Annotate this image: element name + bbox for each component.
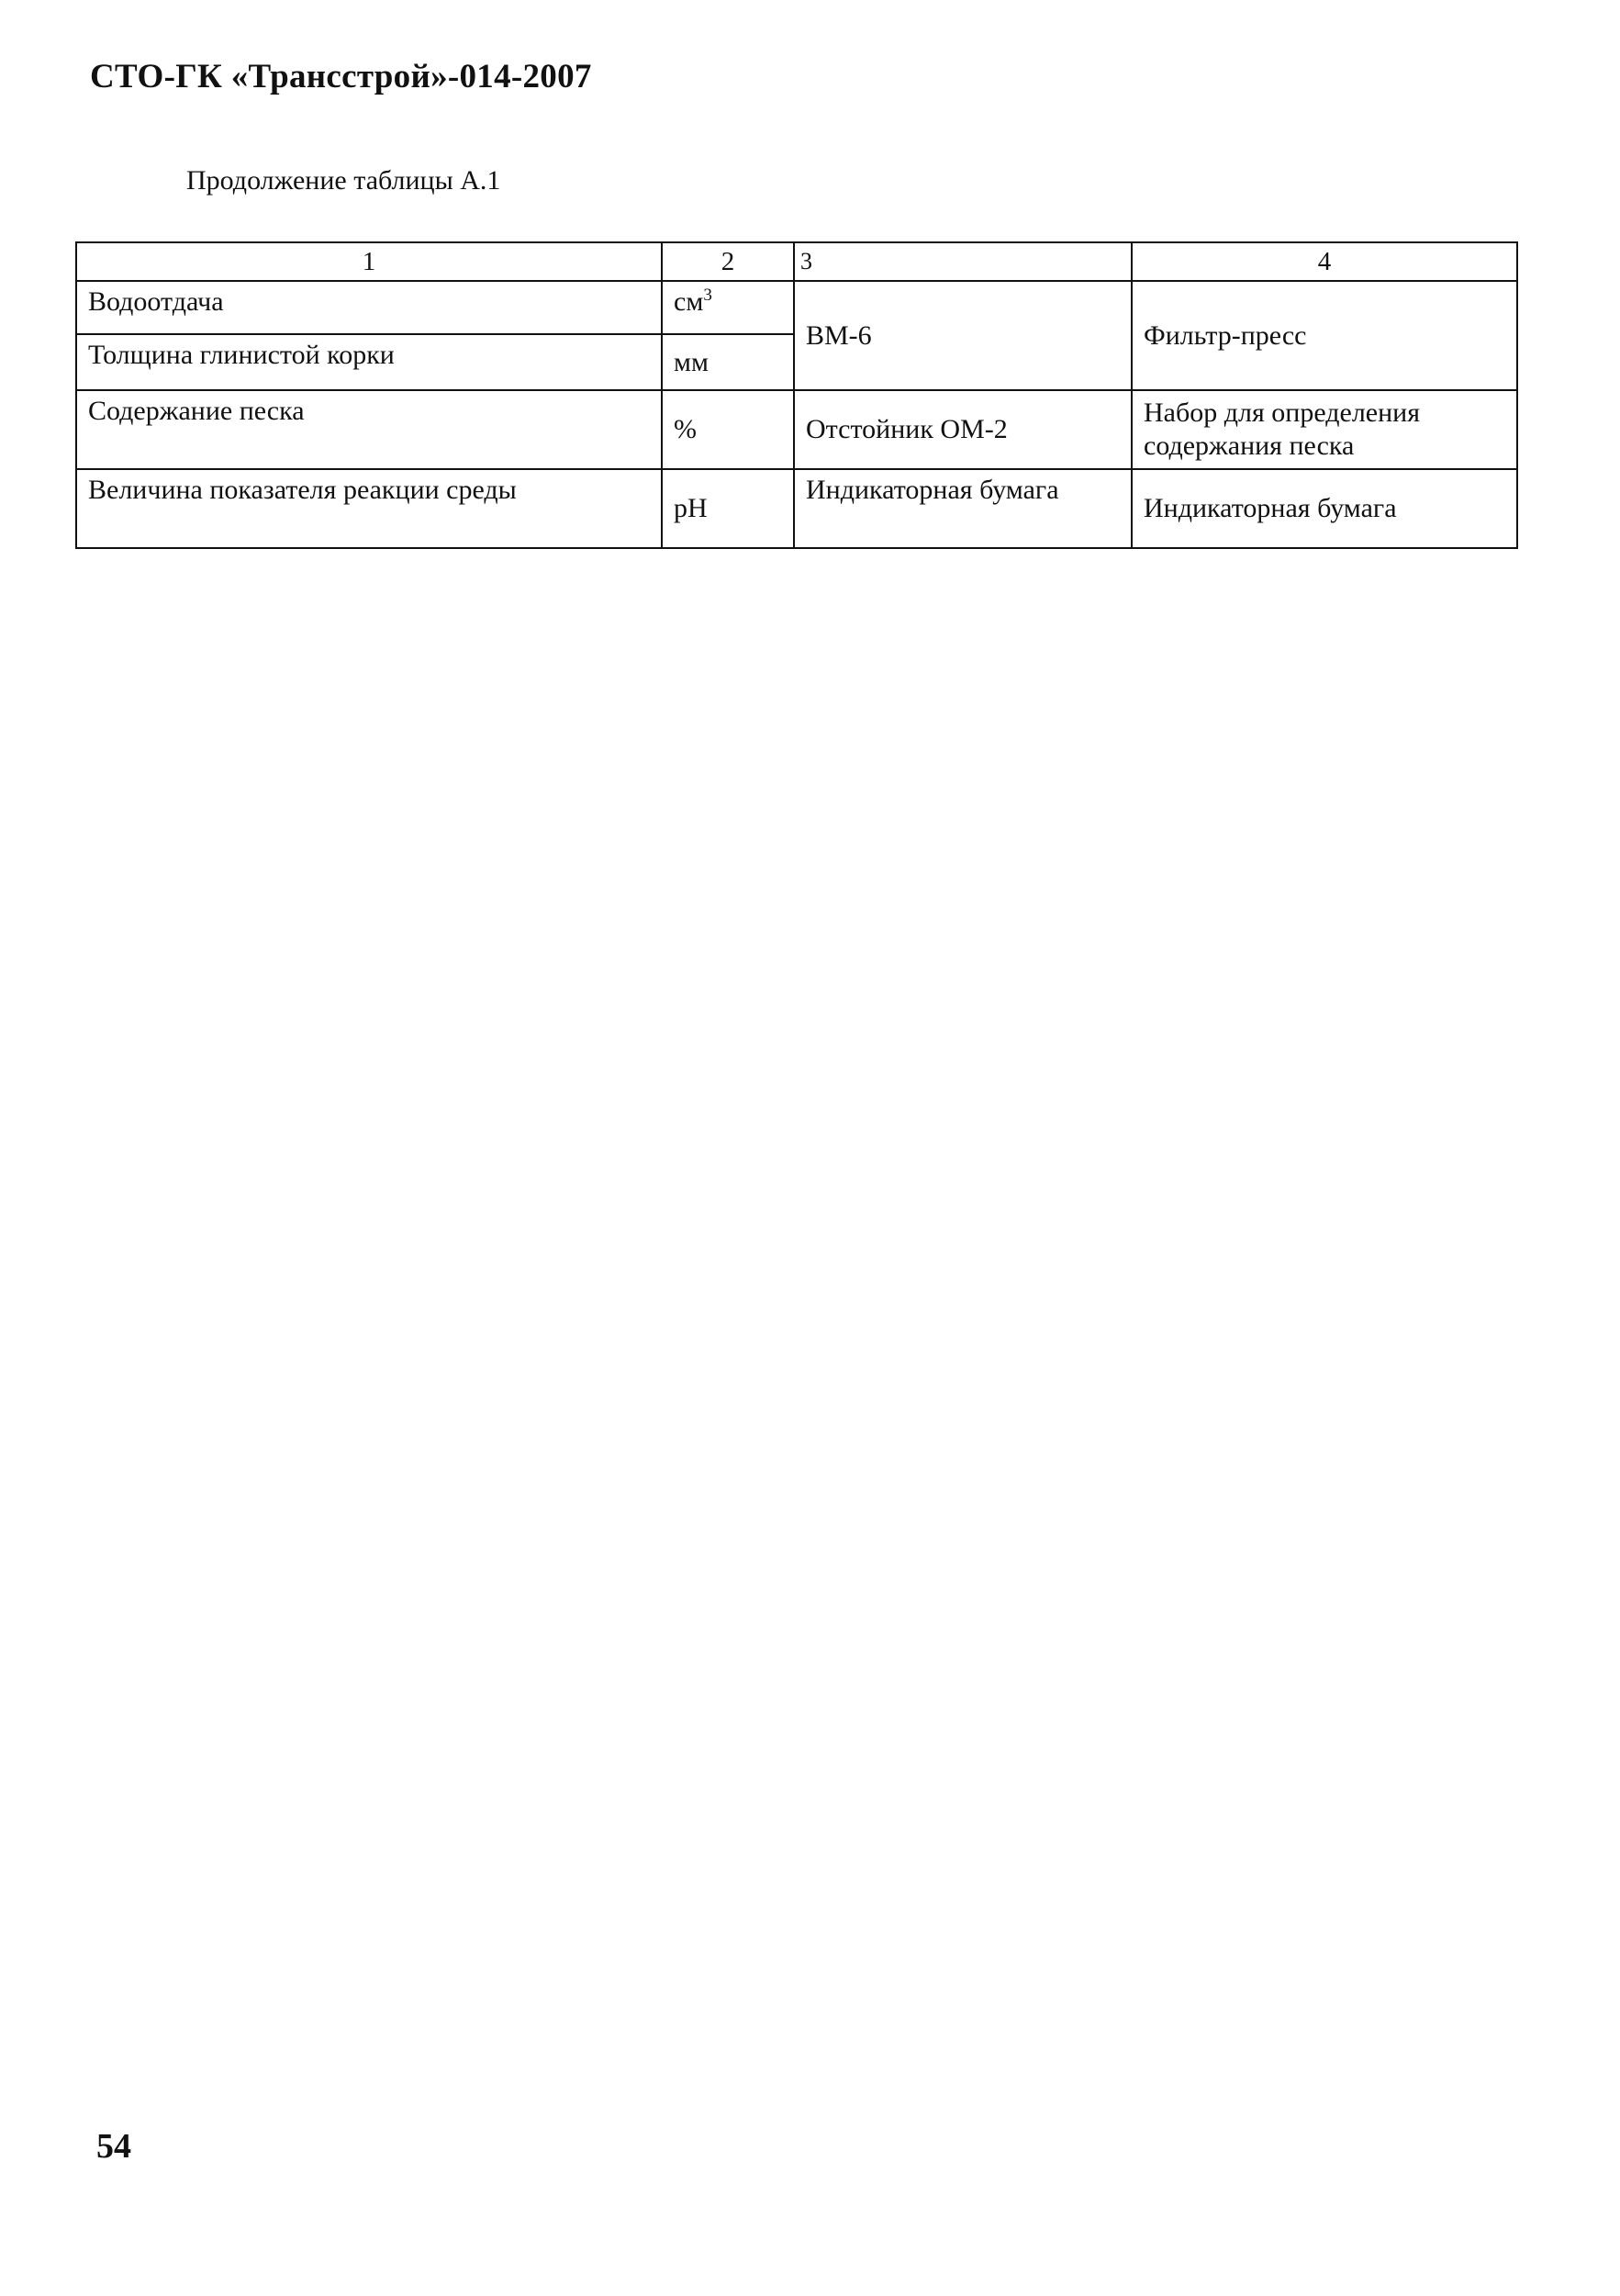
unit-cell: % [662,390,794,469]
instrument-cell: ВМ-6 [794,281,1132,390]
column-number-1: 1 [76,242,662,281]
continuation-table [75,241,1518,549]
table-header-row [76,242,1517,281]
parameter-cell: Толщина глинистой корки [76,334,662,390]
table-row [76,390,1517,469]
page-number: 54 [96,2127,131,2166]
method-cell: Индикаторная бумага [1132,469,1517,548]
unit-cell [662,281,794,334]
document-header: СТО-ГК «Трансстрой»-014-2007 [90,58,592,95]
unit-superscript: 3 [703,286,712,305]
parameter-cell: Содержание песка [76,390,662,469]
unit-cell: мм [662,334,794,390]
method-cell: Набор для определения содержания песка [1132,390,1517,469]
instrument-cell: Отстойник ОМ-2 [794,390,1132,469]
method-cell: Фильтр-пресс [1132,281,1517,390]
table-row [76,469,1517,548]
table-caption: Продолжение таблицы А.1 [186,165,501,196]
column-number-4: 4 [1132,242,1517,281]
unit-cell: pH [662,469,794,548]
unit-base: см [674,286,704,317]
parameter-cell: Величина показателя реакции среды [76,469,662,548]
column-number-3: 3 [794,242,1132,281]
instrument-cell: Индикаторная бумага [794,469,1132,548]
table-row [76,281,1517,334]
parameter-cell: Водоотдача [76,281,662,334]
column-number-2: 2 [662,242,794,281]
